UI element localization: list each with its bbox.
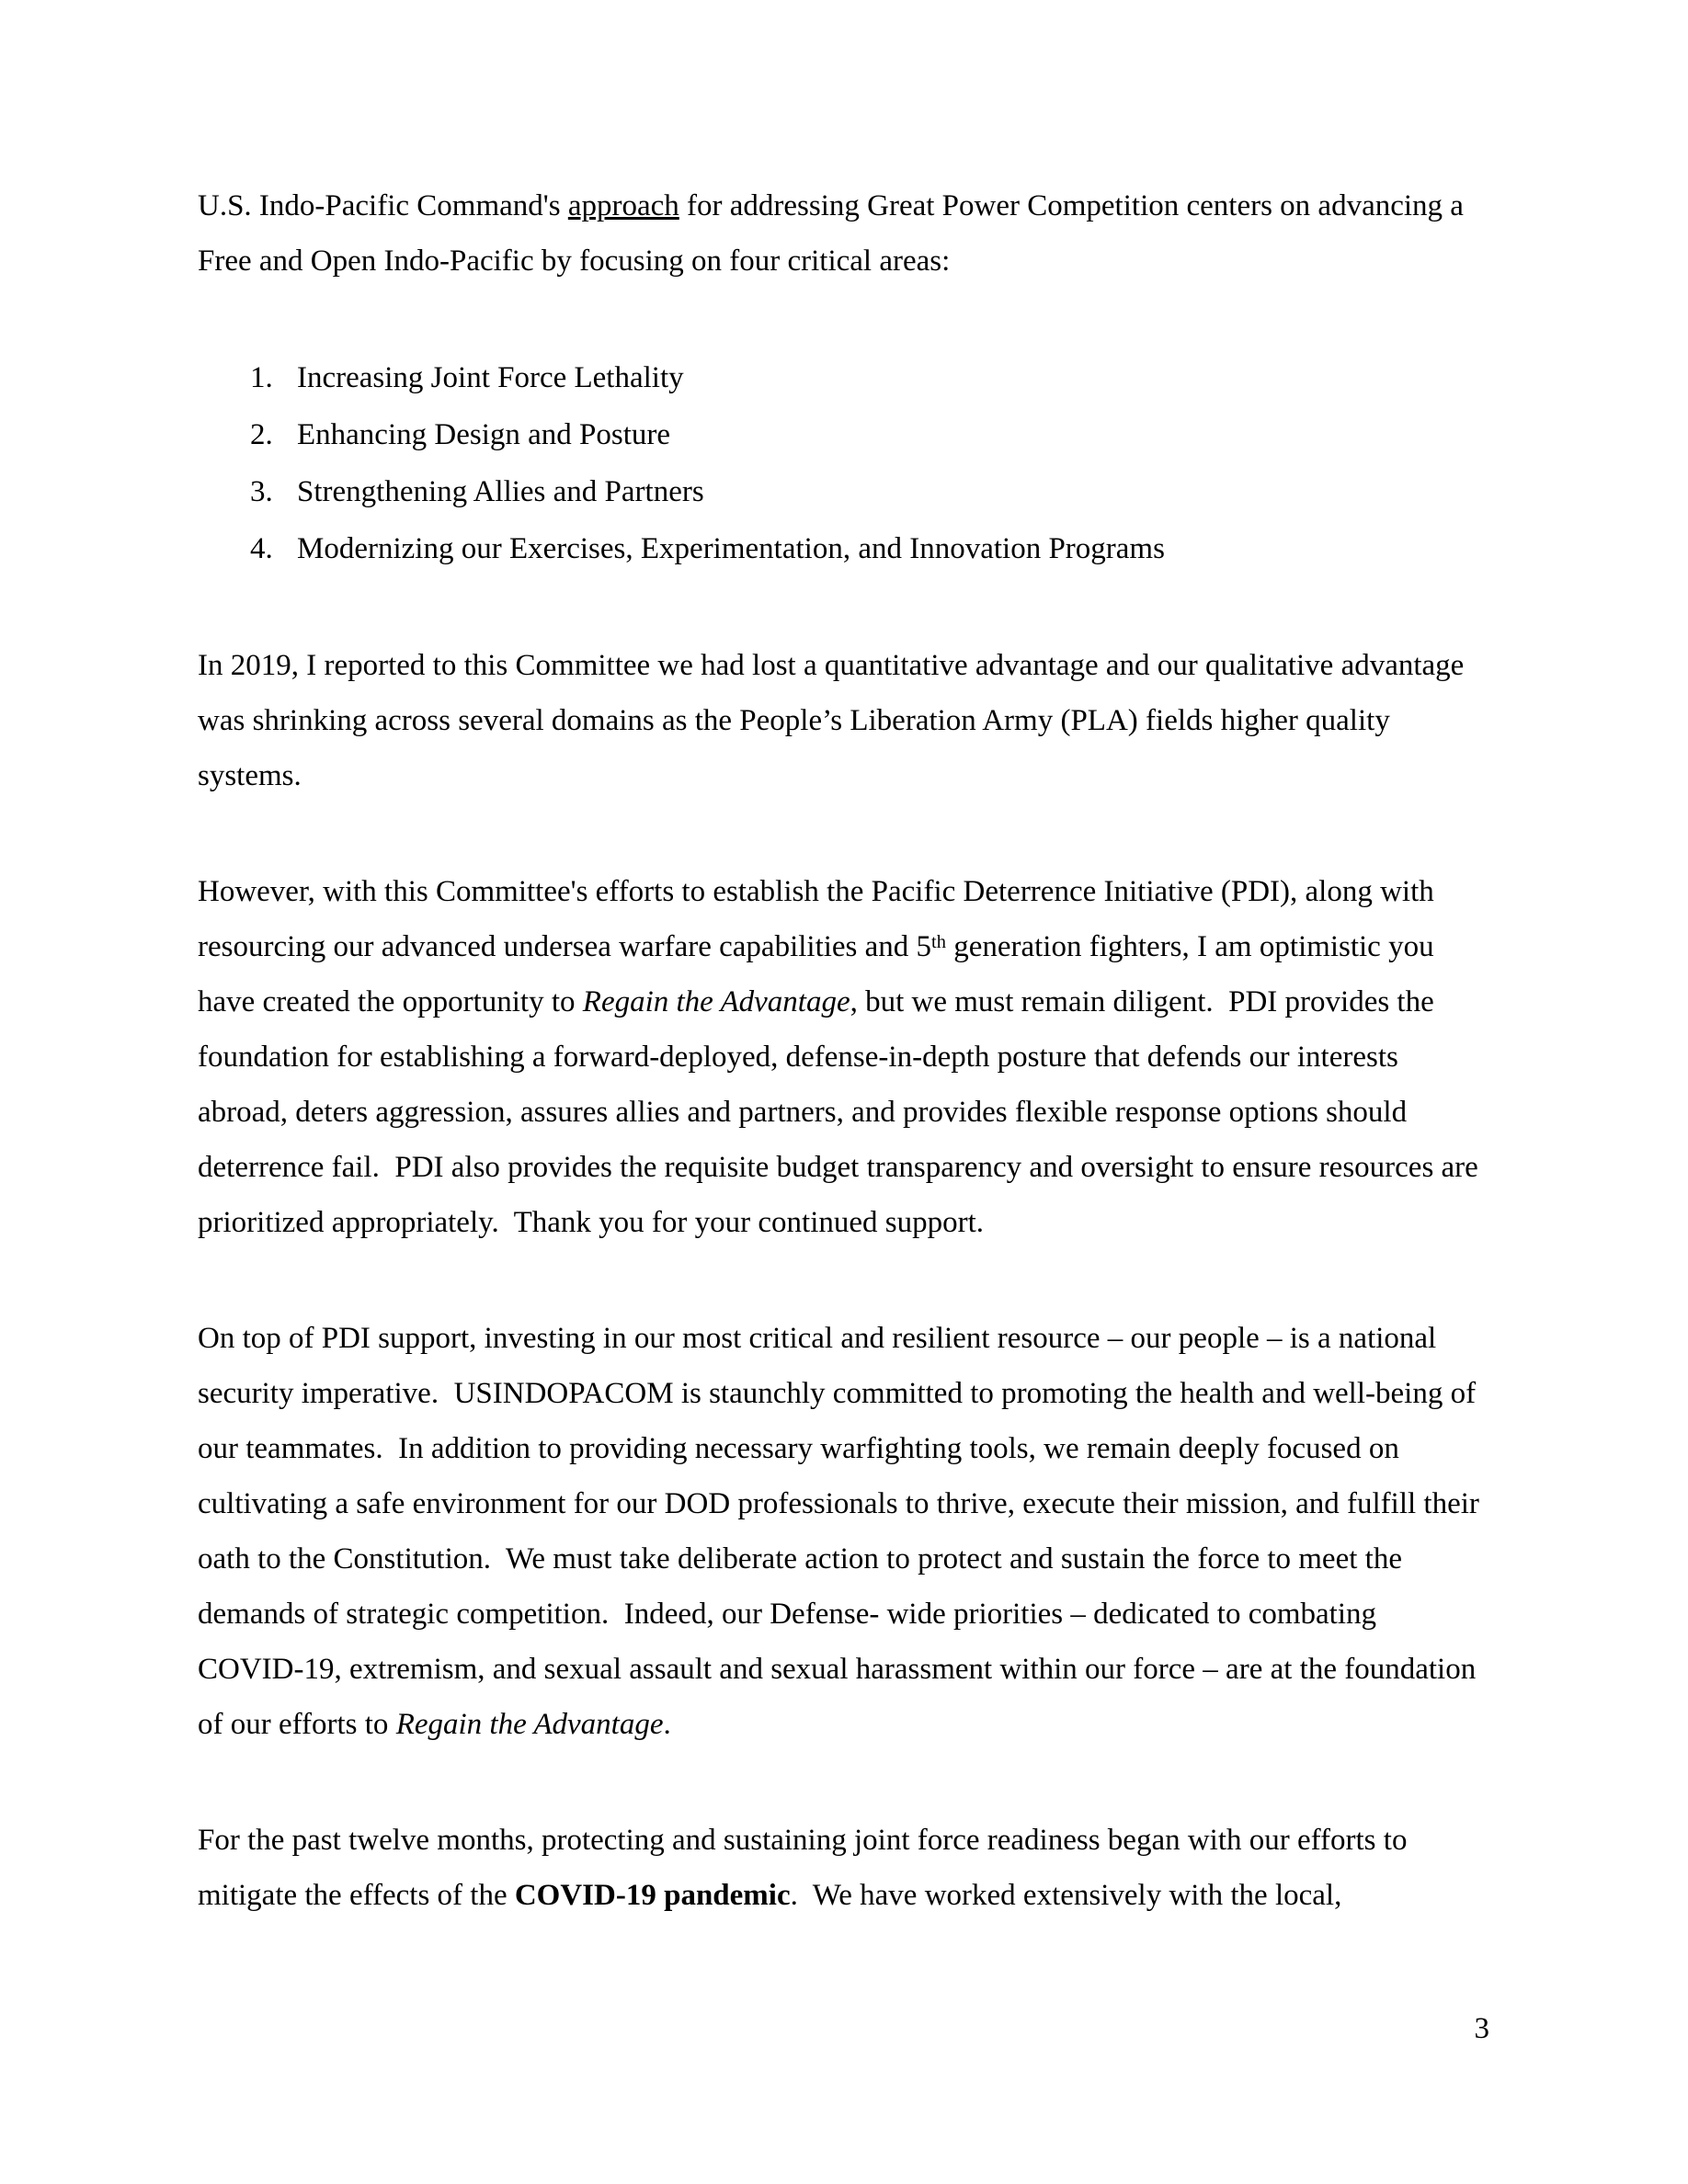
paragraph bbox=[198, 1813, 1489, 1923]
document-body bbox=[198, 178, 1489, 1984]
text-run: In 2019, I reported to this Committee we had lost a quantitative advantage and our qualitative advantage was shrinking across several domains as the People’s Liberation Army (PLA) fields higher quality systems. bbox=[198, 649, 1472, 792]
numbered-list bbox=[198, 349, 1489, 577]
list-item bbox=[250, 463, 1489, 520]
paragraph bbox=[198, 638, 1489, 803]
text-run: . We have worked extensively with the local, bbox=[790, 1879, 1342, 1912]
paragraph bbox=[198, 178, 1489, 289]
underlined-text-run: approach bbox=[567, 189, 679, 222]
text-run: generation fighters, I am optimistic you have created the opportunity to bbox=[198, 930, 1442, 1018]
list-item bbox=[250, 520, 1489, 577]
text-run: , but we must remain diligent. PDI provides the foundation for establishing a forward-deployed, defense-in-depth posture that defends our interests abroad, deters aggression, assures allies and partners, and provides flexible response options should deterrence fail. PDI also provides the requisite budget transparency and oversight to ensure resources are prioritized appropriately. Thank you for your continued support. bbox=[198, 985, 1487, 1239]
italic-text-run: Regain the Advantage bbox=[582, 985, 850, 1018]
list-number: 4. bbox=[250, 532, 273, 565]
list-number: 2. bbox=[250, 418, 273, 451]
list-item-text: Increasing Joint Force Lethality bbox=[297, 361, 684, 394]
list-number: 1. bbox=[250, 361, 273, 394]
list-item bbox=[250, 406, 1489, 463]
list-item bbox=[250, 349, 1489, 406]
paragraph bbox=[198, 864, 1489, 1250]
text-run: For the past twelve months, protecting and sustaining joint force readiness began with our efforts to mitigate the effects of the bbox=[198, 1824, 1415, 1912]
list-item-text: Strengthening Allies and Partners bbox=[297, 475, 704, 508]
text-run: However, with this Committee's efforts to establish the Pacific Deterrence Initiative (PDI), along with resourcing our advanced undersea warfare capabilities and 5 bbox=[198, 875, 1442, 963]
bold-text-run: COVID-19 pandemic bbox=[514, 1879, 791, 1912]
page-number: 3 bbox=[1474, 2012, 1489, 2045]
list-item-text: Modernizing our Exercises, Experimentation, and Innovation Programs bbox=[297, 532, 1165, 565]
text-run: U.S. Indo-Pacific Command's bbox=[198, 189, 568, 222]
text-run: On top of PDI support, investing in our most critical and resilient resource – our people – is a national security imperative. USINDOPACOM is staunchly committed to promoting the health and well-being of our teammates. In addition to providing necessary warfighting tools, we remain deeply focused on cultivating a safe environment for our DOD professionals to thrive, execute their mission, and fulfill their oath to the Constitution. We must take deliberate action to protect and sustain the force to meet the demands of strategic competition. Indeed, our Defense- wide priorities – dedicated to combating COVID-19, extremism, and sexual assault and sexual harassment within our force – are at the foundation of our efforts to bbox=[198, 1322, 1488, 1741]
text-run: for addressing Great Power Competition centers on advancing a Free and Open Indo-Pacific by focusing on four critical areas: bbox=[198, 189, 1472, 278]
list-number: 3. bbox=[250, 475, 273, 508]
paragraph bbox=[198, 1311, 1489, 1752]
text-run: . bbox=[663, 1708, 671, 1741]
list-item-text: Enhancing Design and Posture bbox=[297, 418, 671, 451]
superscript-text-run: th bbox=[931, 931, 946, 952]
italic-text-run: Regain the Advantage bbox=[395, 1708, 664, 1741]
